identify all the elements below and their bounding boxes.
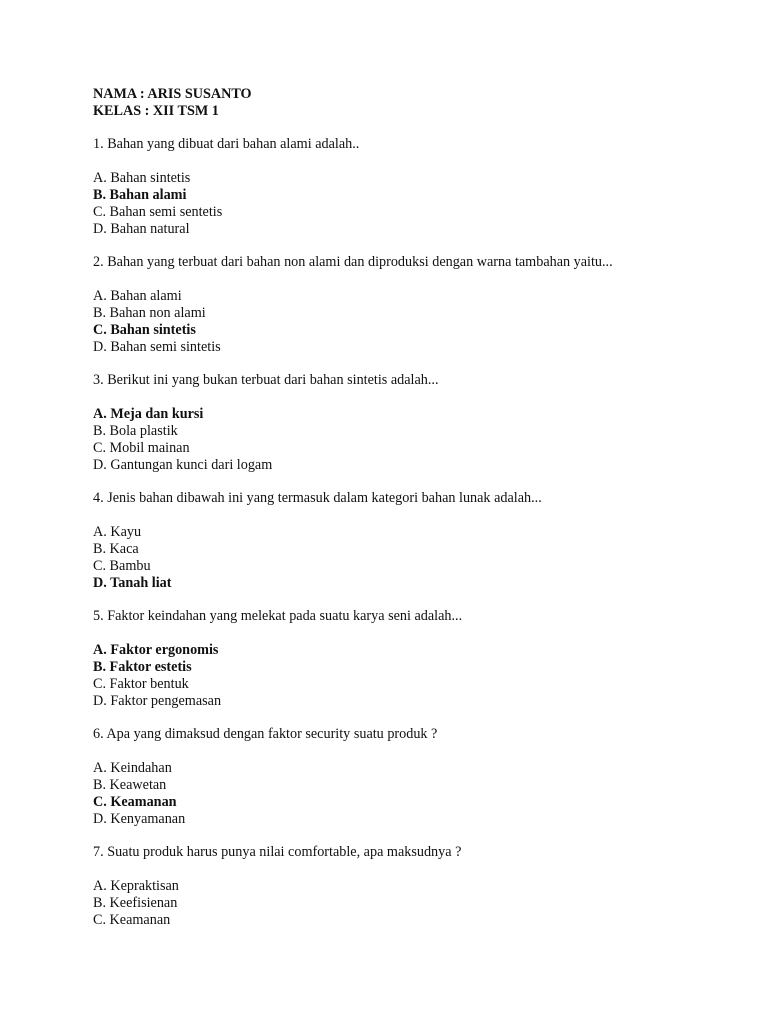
answer-option: B. Keawetan bbox=[93, 777, 167, 793]
question-6 bbox=[93, 726, 733, 828]
student-name: NAMA : ARIS SUSANTO bbox=[93, 86, 252, 102]
answer-option: A. Keindahan bbox=[93, 760, 172, 776]
question-text: 7. Suatu produk harus punya nilai comfortable, apa maksudnya ? bbox=[93, 844, 462, 860]
answer-options bbox=[93, 524, 733, 592]
answer-option-selected: C. Bahan sintetis bbox=[93, 322, 196, 338]
answer-option: A. Bahan alami bbox=[93, 288, 182, 304]
question-5 bbox=[93, 608, 733, 710]
answer-option: A. Kepraktisan bbox=[93, 878, 179, 894]
answer-option: D. Kenyamanan bbox=[93, 811, 186, 827]
answer-option: A. Bahan sintetis bbox=[93, 170, 191, 186]
answer-options bbox=[93, 406, 733, 474]
question-text: 2. Bahan yang terbuat dari bahan non alami dan diproduksi dengan warna tambahan yaitu... bbox=[93, 254, 613, 270]
answer-option: C. Bahan semi sentetis bbox=[93, 204, 223, 220]
question-2 bbox=[93, 254, 733, 356]
answer-option: B. Bola plastik bbox=[93, 423, 178, 439]
answer-option: B. Kaca bbox=[93, 541, 139, 557]
answer-option-selected: A. Faktor ergonomis bbox=[93, 642, 219, 658]
question-text: 5. Faktor keindahan yang melekat pada suatu karya seni adalah... bbox=[93, 608, 463, 624]
question-text: 3. Berikut ini yang bukan terbuat dari bahan sintetis adalah... bbox=[93, 372, 439, 388]
document-page bbox=[93, 86, 733, 929]
answer-option: D. Faktor pengemasan bbox=[93, 693, 222, 709]
answer-options bbox=[93, 878, 733, 929]
answer-option: D. Gantungan kunci dari logam bbox=[93, 457, 273, 473]
question-text: 1. Bahan yang dibuat dari bahan alami adalah.. bbox=[93, 136, 360, 152]
answer-option: C. Bambu bbox=[93, 558, 151, 574]
student-class: KELAS : XII TSM 1 bbox=[93, 103, 219, 119]
answer-option: C. Keamanan bbox=[93, 912, 171, 928]
answer-option-selected: B. Bahan alami bbox=[93, 187, 187, 203]
answer-option: B. Keefisienan bbox=[93, 895, 178, 911]
question-3 bbox=[93, 372, 733, 474]
question-list bbox=[93, 136, 733, 929]
answer-option-selected: A. Meja dan kursi bbox=[93, 406, 204, 422]
answer-options bbox=[93, 170, 733, 238]
answer-option-selected: C. Keamanan bbox=[93, 794, 177, 810]
answer-option: D. Bahan natural bbox=[93, 221, 190, 237]
answer-option: C. Faktor bentuk bbox=[93, 676, 189, 692]
answer-option: B. Bahan non alami bbox=[93, 305, 206, 321]
question-text: 6. Apa yang dimaksud dengan faktor security suatu produk ? bbox=[93, 726, 438, 742]
question-text: 4. Jenis bahan dibawah ini yang termasuk dalam kategori bahan lunak adalah... bbox=[93, 490, 542, 506]
answer-option-selected: B. Faktor estetis bbox=[93, 659, 192, 675]
question-7 bbox=[93, 844, 733, 929]
answer-option-selected: D. Tanah liat bbox=[93, 575, 172, 591]
answer-options bbox=[93, 642, 733, 710]
question-1 bbox=[93, 136, 733, 238]
answer-option: A. Kayu bbox=[93, 524, 142, 540]
answer-option: D. Bahan semi sintetis bbox=[93, 339, 221, 355]
answer-option: C. Mobil mainan bbox=[93, 440, 190, 456]
question-4 bbox=[93, 490, 733, 592]
answer-options bbox=[93, 760, 733, 828]
answer-options bbox=[93, 288, 733, 356]
